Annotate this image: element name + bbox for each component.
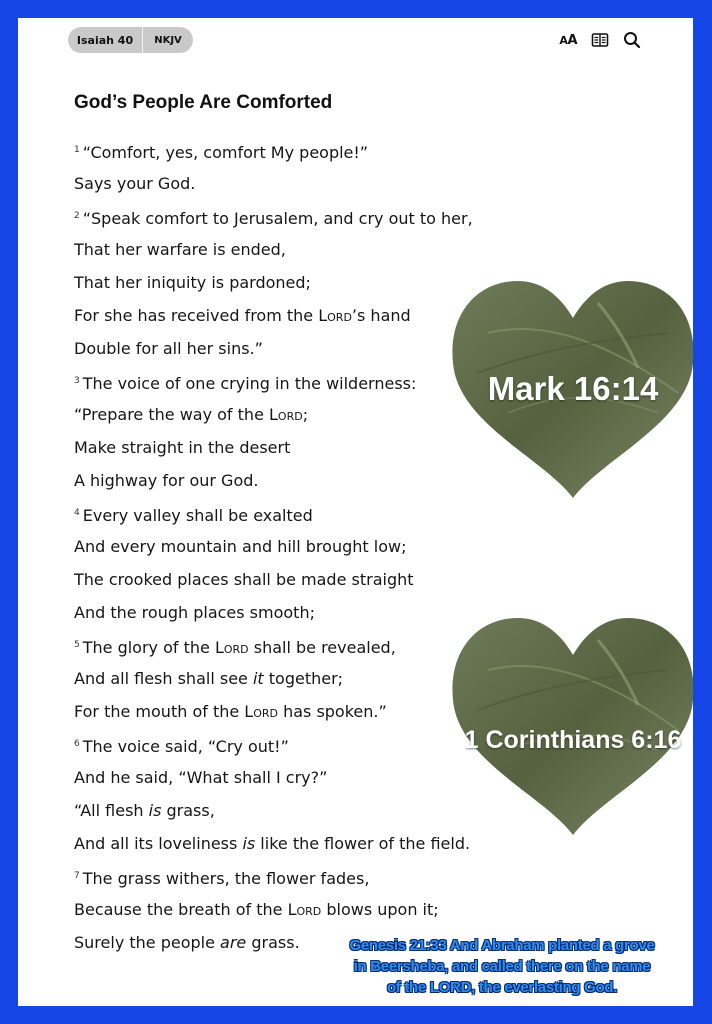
caption-line: in Beersheba, and called there on the name (353, 958, 651, 975)
verse-text: The glory of the (82, 638, 215, 657)
divine-name-text: Lord (214, 638, 249, 657)
search-icon[interactable] (623, 31, 641, 49)
verse-text: Double for all her sins.” (74, 339, 263, 358)
verse-text: The crooked places shall be made straight (74, 570, 414, 589)
verse-text: Make straight in the desert (74, 438, 291, 457)
verse-line (74, 167, 674, 200)
verse-text: And every mountain and hill brought low; (74, 537, 407, 556)
verse-text: And all its loveliness (74, 834, 243, 853)
verse-line (74, 497, 674, 530)
verse-text: blows upon it; (321, 900, 439, 919)
verse-text: That her iniquity is pardoned; (74, 273, 311, 292)
verse-text: ’s hand (351, 306, 411, 325)
reader-toolbar (18, 18, 693, 62)
toolbar-icons (559, 30, 641, 50)
verse-text: And the rough places smooth; (74, 603, 315, 622)
verse-text: are (220, 933, 247, 952)
heart-graphic-bottom (448, 610, 693, 838)
verse-line (74, 530, 674, 563)
verse-text: “Speak comfort to Jerusalem, and cry out to her, (82, 209, 473, 228)
passage-selector[interactable] (68, 27, 193, 53)
verse-number: 4 (74, 508, 80, 518)
verse-number: 1 (74, 145, 80, 155)
version-button[interactable]: NKJV (154, 34, 182, 46)
verse-text: And he said, “What shall I cry?” (74, 768, 328, 787)
verse-text: Surely the people (74, 933, 221, 952)
verse-text: And all flesh shall see (74, 669, 253, 688)
verse-text: shall be revealed, (248, 638, 396, 657)
verse-text: Says your God. (74, 174, 196, 193)
verse-number: 7 (74, 871, 80, 881)
divine-name-text: Lord (318, 306, 352, 325)
verse-number: 5 (74, 640, 80, 650)
book-chapter-button[interactable]: Isaiah 40 (68, 27, 143, 53)
divine-name-text: Lord (244, 702, 278, 721)
verse-text: is (242, 834, 256, 853)
verse-text: is (148, 801, 162, 820)
verse-text: Every valley shall be exalted (82, 506, 313, 525)
heart-shape (448, 610, 693, 838)
verse-line (74, 860, 674, 893)
verse-text: Because the breath of the (74, 900, 288, 919)
verse-number: 2 (74, 211, 80, 221)
verse-line (74, 893, 674, 926)
verse-line (74, 563, 674, 596)
verse-text: “Prepare the way of the (74, 405, 269, 424)
heart-label-bottom: 1 Corinthians 6:16 (464, 726, 682, 754)
verse-text: A highway for our God. (74, 471, 259, 490)
verse-text: The grass withers, the flower fades, (82, 869, 370, 888)
verse-line (74, 134, 674, 167)
verse-caption (311, 935, 693, 998)
verse-text: has spoken.” (277, 702, 387, 721)
divine-name-text: Lord (269, 405, 303, 424)
verse-text: like the flower of the field. (255, 834, 471, 853)
verse-text: The voice of one crying in the wilderness: (82, 374, 417, 393)
verse-text: “Comfort, yes, comfort My people!” (82, 143, 369, 162)
verse-line (74, 233, 674, 266)
verse-text: grass. (246, 933, 300, 952)
verse-text: “All flesh (74, 801, 149, 820)
verse-text: The voice said, “Cry out!” (82, 737, 289, 756)
verse-number: 6 (74, 739, 80, 749)
heart-graphic-top (448, 273, 693, 501)
verse-text: For the mouth of the (74, 702, 245, 721)
caption-line: of the LORD, the everlasting God. (386, 979, 618, 996)
text-size-icon[interactable]: AA (559, 32, 577, 48)
verse-text: For she has received from the (74, 306, 319, 325)
reader-page (18, 18, 693, 1006)
verse-text: That her warfare is ended, (74, 240, 286, 259)
heart-label-top: Mark 16:14 (487, 370, 659, 407)
caption-line: Genesis 21:33 And Abraham planted a grove (349, 937, 655, 954)
section-heading: God’s People Are Comforted (74, 92, 333, 113)
verse-number: 3 (74, 376, 80, 386)
divine-name-text: Lord (287, 900, 322, 919)
verse-text: ; (302, 405, 309, 424)
book-view-icon[interactable] (591, 31, 609, 49)
verse-text: together; (263, 669, 344, 688)
verse-text: grass, (161, 801, 215, 820)
verse-line (74, 200, 674, 233)
verse-text: it (252, 669, 264, 688)
